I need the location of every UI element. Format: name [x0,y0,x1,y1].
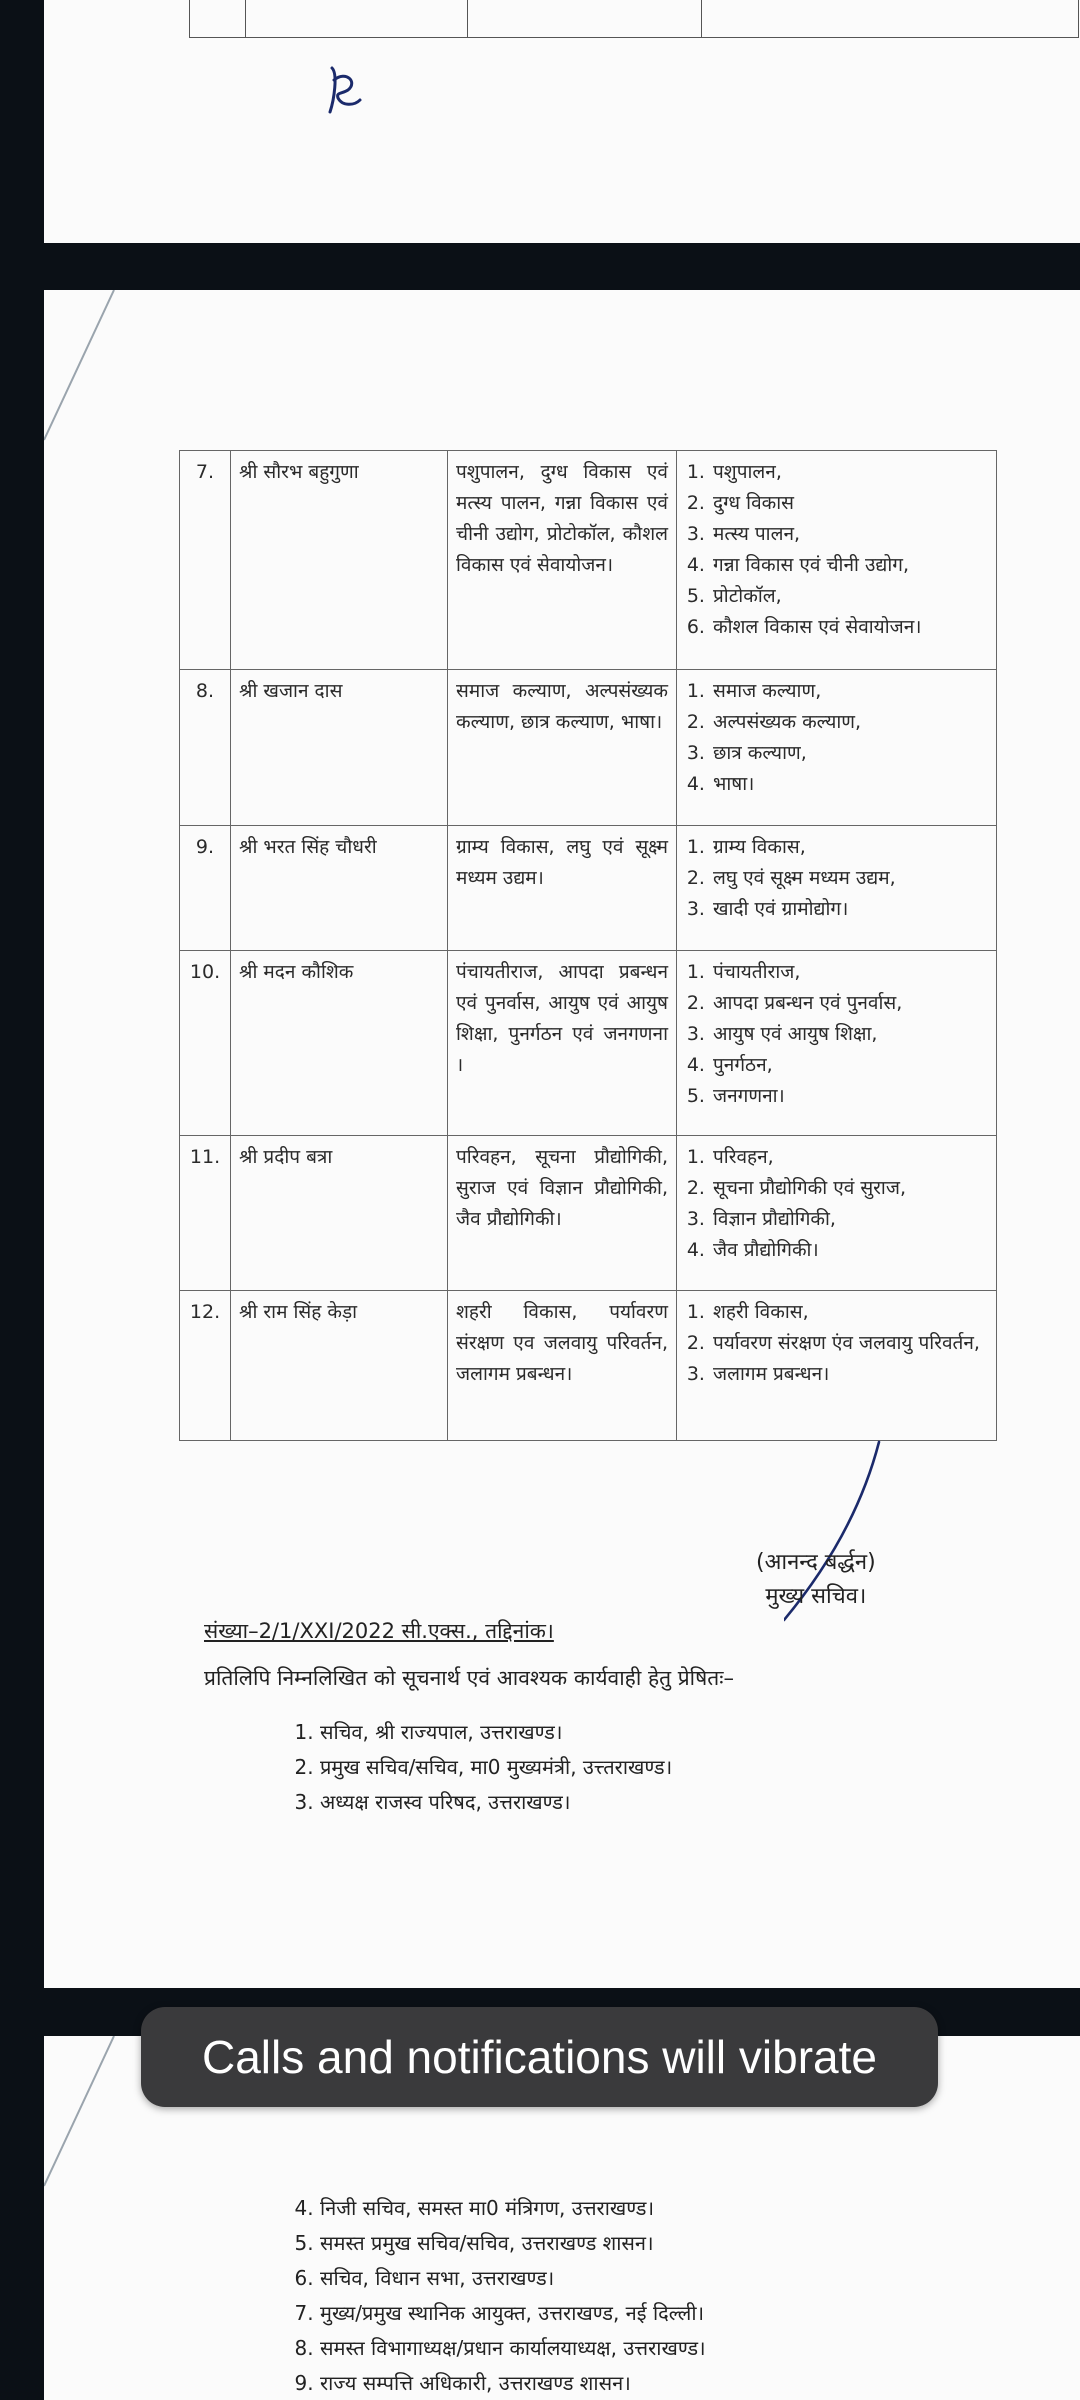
list-item: 1. ग्राम्य विकास, [711,832,988,863]
list-item: 8. समस्त विभागाध्यक्ष/प्रधान कार्यालयाध्यक्ष, उत्तराखण्ड। [320,2331,706,2366]
document-page-2 [44,290,1080,1988]
list-item: 3. आयुष एवं आयुष शिक्षा, [711,1019,988,1050]
department-summary: पंचायतीराज, आपदा प्रबन्धन एवं पुनर्वास, आयुष एवं आयुष शिक्षा, पुनर्गठन एवं जनगणना । [448,951,677,1136]
department-summary: ग्राम्य विकास, लघु एवं सूक्ष्म मध्यम उद्यम। [448,826,677,951]
list-item: 5. समस्त प्रमुख सचिव/सचिव, उत्तराखण्ड शासन। [320,2226,706,2261]
department-list [685,1297,988,1390]
minister-name: श्री खजान दास [231,670,448,826]
department-list-cell [677,951,997,1136]
table-remnant [189,0,1079,38]
row-number: 12. [180,1291,231,1441]
department-list [685,1142,988,1266]
department-summary: पशुपालन, दुग्ध विकास एवं मत्स्य पालन, गन्ना विकास एवं चीनी उद्योग, प्रोटोकॉल, कौशल विकास एवं सेवायोजन। [448,451,677,670]
list-item: 5. प्रोटोकॉल, [711,581,988,612]
department-list-cell [677,670,997,826]
list-item: 6. सचिव, विधान सभा, उत्तराखण्ड। [320,2261,706,2296]
list-item: 4. निजी सचिव, समस्त मा0 मंत्रिगण, उत्तराखण्ड। [320,2191,706,2226]
minister-name: श्री मदन कौशिक [231,951,448,1136]
signatory-designation: मुख्य सचिव। [765,1584,867,1609]
table-row [180,670,997,826]
list-item: 1. पशुपालन, [711,457,988,488]
copy-to-list [294,1715,672,1820]
list-item: 2. लघु एवं सूक्ष्म मध्यम उद्यम, [711,863,988,894]
vibrate-mode-toast: Calls and notifications will vibrate [141,2007,938,2107]
minister-name: श्री भरत सिंह चौधरी [231,826,448,951]
row-number: 11. [180,1136,231,1291]
document-page-1 [44,0,1080,243]
ministers-departments-table [179,450,997,1441]
department-summary: परिवहन, सूचना प्रौद्योगिकी, सुराज एवं विज्ञान प्रौद्योगिकी, जैव प्रौद्योगिकी। [448,1136,677,1291]
row-number: 8. [180,670,231,826]
list-item: 2. दुग्ध विकास [711,488,988,519]
department-list [685,957,988,1112]
table-row [180,826,997,951]
list-item: 7. मुख्य/प्रमुख स्थानिक आयुक्त, उत्तराखण्ड, नई दिल्ली। [320,2296,706,2331]
list-item: 4. भाषा। [711,769,988,800]
table-row [180,951,997,1136]
list-item: 1. समाज कल्याण, [711,676,988,707]
list-item: 1. परिवहन, [711,1142,988,1173]
reference-number: संख्या–2/1/XXI/2022 सी.एक्स., तद्दिनांक। [204,1619,554,1643]
copy-to-list-continued [294,2191,706,2400]
list-item: 9. राज्य सम्पत्ति अधिकारी, उत्तराखण्ड शासन। [320,2366,706,2400]
list-item: 3. जलागम प्रबन्धन। [711,1359,988,1390]
minister-name: श्री सौरभ बहुगुणा [231,451,448,670]
list-item: 1. सचिव, श्री राज्यपाल, उत्तराखण्ड। [320,1715,672,1750]
department-summary: समाज कल्याण, अल्पसंख्यक कल्याण, छात्र कल्याण, भाषा। [448,670,677,826]
list-item: 1. शहरी विकास, [711,1297,988,1328]
list-item: 6. कौशल विकास एवं सेवायोजन। [711,612,988,643]
list-item: 3. छात्र कल्याण, [711,738,988,769]
department-list-cell [677,451,997,670]
row-number: 9. [180,826,231,951]
list-item: 2. प्रमुख सचिव/सचिव, मा0 मुख्यमंत्री, उत्त्तराखण्ड। [320,1750,672,1785]
list-item: 3. खादी एवं ग्रामोद्योग। [711,894,988,925]
list-item: 5. जनगणना। [711,1081,988,1112]
table-row [180,451,997,670]
signatory-name: (आनन्द बर्द्धन) [756,1550,876,1575]
fold-line-decoration [44,290,124,450]
department-list [685,676,988,800]
department-list-cell [677,1136,997,1291]
list-item: 4. पुनर्गठन, [711,1050,988,1081]
minister-name: श्री प्रदीप बत्रा [231,1136,448,1291]
row-number: 7. [180,451,231,670]
minister-name: श्री राम सिंह केड़ा [231,1291,448,1441]
table-row [180,1136,997,1291]
fold-line-decoration [44,2036,124,2196]
list-item: 2. सूचना प्रौद्योगिकी एवं सुराज, [711,1173,988,1204]
list-item: 1. पंचायतीराज, [711,957,988,988]
initial-mark-signature [324,60,364,120]
list-item: 4. गन्ना विकास एवं चीनी उद्योग, [711,550,988,581]
department-list-cell [677,826,997,951]
department-list [685,457,988,643]
row-number: 10. [180,951,231,1136]
list-item: 3. मत्स्य पालन, [711,519,988,550]
list-item: 2. पर्यावरण संरक्षण एंव जलवायु परिवर्तन, [711,1328,988,1359]
signature-block [756,1546,876,1614]
department-list [685,832,988,925]
department-summary: शहरी विकास, पर्यावरण संरक्षण एव जलवायु परिवर्तन, जलागम प्रबन्धन। [448,1291,677,1441]
list-item: 3. अध्यक्ष राजस्व परिषद, उत्तराखण्ड। [320,1785,672,1820]
list-item: 2. अल्पसंख्यक कल्याण, [711,707,988,738]
department-list-cell [677,1291,997,1441]
list-item: 4. जैव प्रौद्योगिकी। [711,1235,988,1266]
list-item: 3. विज्ञान प्रौद्योगिकी, [711,1204,988,1235]
table-row [180,1291,997,1441]
copy-to-intro: प्रतिलिपि निम्नलिखित को सूचनार्थ एवं आवश्यक कार्यवाही हेतु प्रेषितः– [204,1666,734,1690]
list-item: 2. आपदा प्रबन्धन एवं पुनर्वास, [711,988,988,1019]
